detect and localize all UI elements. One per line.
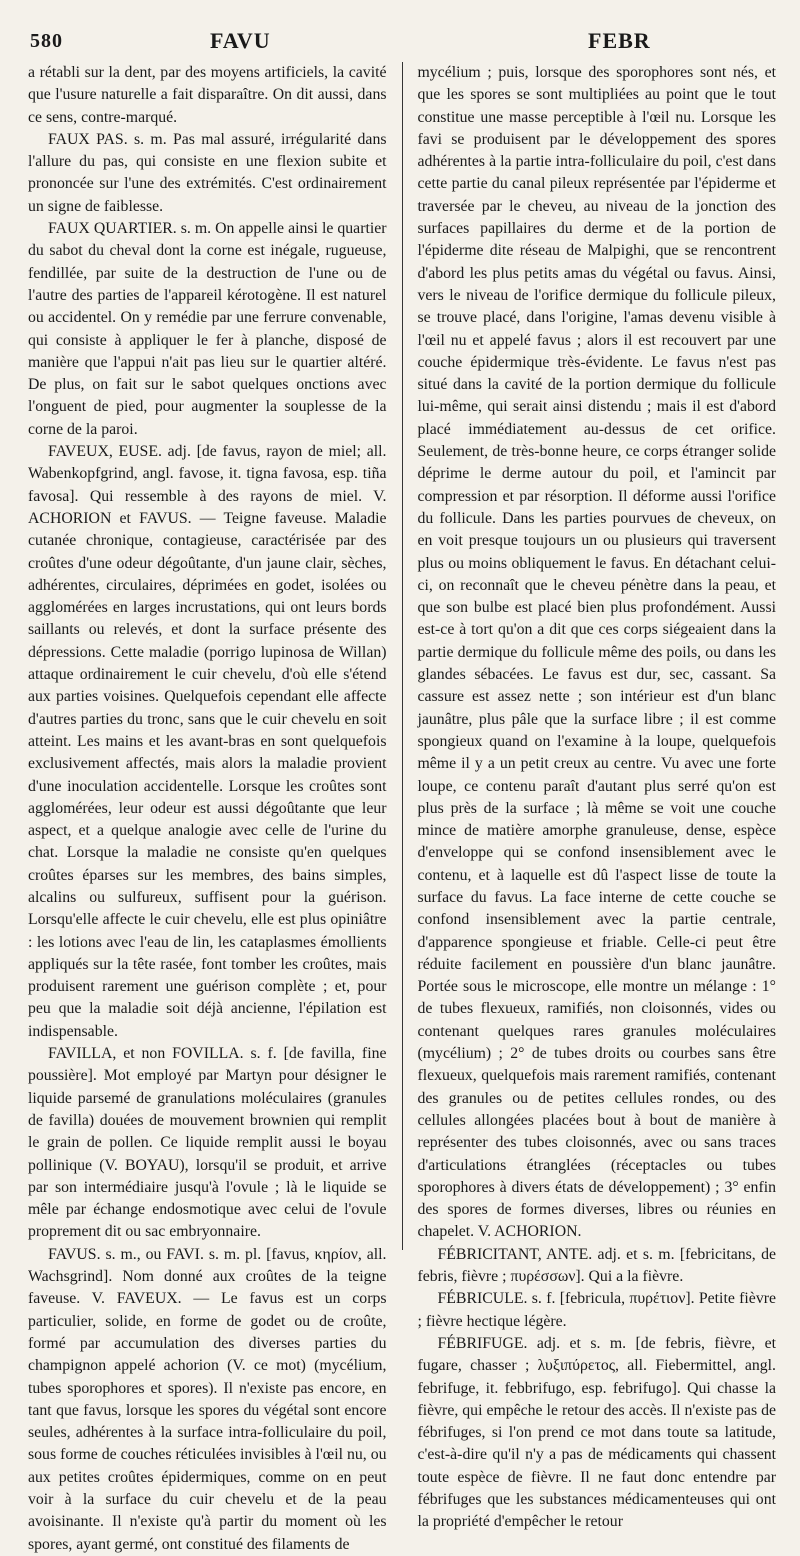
column-divider <box>402 62 403 1250</box>
entry-febrifuge: FÉBRIFUGE. adj. et s. m. [de febris, fièvre, et fugare, chasser ; λυξιπύρετος, all. Fiebermittel, angl. febrifuge, it. febbrifugo, esp. febrifugo]. Qui chasse la fièvre, qui empêche le retour des accès. Il n'existe pas de fébrifuges, si l'on prend ce mot dans toute sa latitude, c'est-à-dire qu'il n'y a pas de médicaments qui chassent toute espèce de fièvre. Il ne faut donc entendre par fébrifuges que les substances médicamenteuses qui ont la propriété d'empêcher le retour <box>417 1334 776 1531</box>
left-column <box>28 62 387 1553</box>
running-head-right: FEBR <box>588 28 651 53</box>
entry-favus-continuation: mycélium ; puis, lorsque des sporophores sont nés, et que les spores se sont multipliées au point que le tout constitue une masse perceptible à l'œil nu. Lorsque les favi se produisent par le développement des spores adhérentes à la partie intra-folliculaire du poil, c'est dans cette partie du canal pileux représentée par l'épiderme et traversée par le cheveu, au niveau de la jonction des surfaces papillaires du derme et de la portion de l'épiderme dite réseau de Malpighi, que se rencontrent d'abord les plus petits amas du végétal ou favus. Ainsi, vers le niveau de l'orifice dermique du follicule pileux, se trouve placé, dans l'origine, l'amas devenu visible à l'œil nu et appelé favus ; alors il est recouvert par une couche épidermique très-évidente. Le favus n'est pas situé dans la cavité de la portion dermique du follicule lui-même, qui serait ainsi distendu ; mais il est d'abord placé immédiatement au-dessus de cet orifice. Seulement, de très-bonne heure, ce corps étranger solide déprime le derme autour du poil, et l'amincit par compression et par résorption. Il déforme aussi l'orifice du follicule. Dans les parties pourvues de cheveux, on en voit presque toujours un ou plusieurs qui traversent plus ou moins obliquement le favus. En détachant celui-ci, on reconnaît que le cheveu pénètre dans la peau, et que son bulbe est placé bien plus profondément. Aussi est-ce à tort qu'on a dit que ces corps siégeaient dans la partie dermique du follicule même des poils, ou dans les glandes sébacées. Le favus est dur, sec, cassant. Sa cassure est assez nette ; son intérieur est d'un blanc jaunâtre, plus pâle que la surface libre ; il est comme spongieux quand on l'examine à la loupe, quelquefois même il y a un petit creux au centre. Vu avec une forte loupe, ce contenu paraît d'autant plus serré qu'on est plus près de la surface ; là même se voit une couche mince de matière amorphe granuleuse, dense, espèce d'enveloppe qui se confond insensiblement avec le contenu, et à laquelle est dû l'aspect lisse de toute la surface du favus. La face interne de cette couche se confond insensiblement avec la partie centrale, d'apparence spongieuse et friable. Celle-ci peut être réduite facilement en poussière d'un blanc jaunâtre. Portée sous le microscope, elle montre un mélange : 1° de tubes flexueux, ramifiés, non cloisonnés, vides ou contenant quelques rares granules moléculaires (mycélium) ; 2° de tubes droits ou courbes sans être flexueux, quelquefois mais rarement ramifiés, contenant des granules ou de petites cellules rondes, ou des cellules allongées placées bout à bout de manière à représenter des tubes cloisonnés, avec ou sans traces d'articulations étranglées (réceptacles ou tubes sporophores à divers états de développement) ; 3° enfin des spores de formes diverses, libres ou réunies en chapelet. V. ACHORION. <box>417 64 776 1241</box>
page-number: 580 <box>30 30 63 52</box>
entry-febricule: FÉBRICULE. s. f. [febricula, πυρέτιον]. Petite fièvre ; fièvre hectique légère. <box>417 1290 776 1330</box>
entry-febricitant: FÉBRICITANT, ANTE. adj. et s. m. [febricitans, de febris, fièvre ; πυρέσσων]. Qui a la fièvre. <box>417 1245 776 1286</box>
entry-continuation: a rétabli sur la dent, par des moyens artificiels, la cavité que l'usure naturelle a fait disparaître. On dit aussi, dans ce sens, contre-marqué. <box>28 64 387 126</box>
entry-faux-quartier: FAUX QUARTIER. s. m. On appelle ainsi le quartier du sabot du cheval dont la corne est inégale, rugueuse, fendillée, par suite de la destruction de l'une ou de l'autre des parties de l'appareil kérotogène. Il est naturel ou accidentel. On y remédie par une ferrure convenable, qui consiste à appliquer le fer à planche, disposé de manière que l'appui n'ait pas lieu sur le quartier altéré. De plus, on fait sur le sabot quelques onctions avec l'onguent de pied, pour augmenter la souplesse de la corne de la paroi. <box>28 220 387 438</box>
page-header <box>22 20 778 54</box>
running-head-left: FAVU <box>210 28 271 53</box>
entry-faveux: FAVEUX, EUSE. adj. [de favus, rayon de miel; all. Wabenkopfgrind, angl. favose, it. tigna favosa, esp. tiña favosa]. Qui ressemble à des rayons de miel. V. ACHORION et FAVUS. — Teigne faveuse. Maladie cutanée chronique, contagieuse, caractérisée par des croûtes d'une odeur dégoûtante, d'un jaune clair, sèches, adhérentes, circulaires, déprimées en godet, isolées ou agglomérées en larges incrustations, qui ont leurs bords saillants ou relevés, et dont la surface présente des dépressions. Cette maladie (porrigo lupinosa de Willan) attaque ordinairement le cuir chevelu, d'où elle s'étend aux parties voisines. Quelquefois cependant elle affecte d'autres parties du tronc, sans que le cuir chevelu en soit atteint. Les mains et les avant-bras en sont quelquefois exclusivement affectés, mais alors la maladie provient d'une inoculation accidentelle. Lorsque les croûtes sont agglomérées, leur odeur est aussi dégoûtante que leur aspect, et a quelque analogie avec celle de l'urine du chat. Lorsque la maladie ne consiste qu'en quelques croûtes éparses sur les membres, des bains simples, alcalins ou sulfureux, suffisent pour la guérison. Lorsqu'elle affecte le cuir chevelu, elle est plus opiniâtre : les lotions avec l'eau de lin, les cataplasmes émollients appliqués sur la tête rasée, font tomber les croûtes, mais produisent rarement une guérison complète ; et, pour peu que la maladie soit déjà ancienne, l'épilation est indispensable. <box>28 443 387 1040</box>
entry-favilla: FAVILLA, et non FOVILLA. s. f. [de favilla, fine poussière]. Mot employé par Martyn pour désigner le liquide parsemé de granulations moléculaires (granules de favilla) douées de mouvement brownien qui remplit le grain de pollen. Ce liquide remplit aussi le boyau pollinique (V. BOYAU), lorsqu'il se produit, et arrive par son intermédiaire jusqu'à l'ovule ; là le liquide se mêle par échange endosmotique avec celui de l'ovule proprement dit ou sac embryonnaire. <box>28 1045 387 1241</box>
entry-favus: FAVUS. s. m., ou FAVI. s. m. pl. [favus, κηρίον, all. Wachsgrind]. Nom donné aux croûtes de la teigne faveuse. V. FAVEUX. — Le favus est un corps particulier, solide, en forme de godet ou de croûte, formé par accumulation des diverses parties du champignon appelé achorion (V. ce mot) (mycélium, tubes sporophores et spores). Il n'existe pas encore, en tant que favus, lorsque les spores du végétal sont encore seules, adhérentes à la surface intra-folliculaire du poil, sous forme de couches réticulées invisibles à l'œil nu, ou aux petites croûtes épidermiques, comme on en peut voir à la surface du cuir chevelu et de la peau avoisinante. Il n'existe qu'à partir du moment où les spores, ayant germé, ont constitué des filaments de <box>28 1245 387 1553</box>
text-columns <box>28 62 776 1553</box>
entry-faux-pas: FAUX PAS. s. m. Pas mal assuré, irrégularité dans l'allure du pas, qui consiste en une flexion subite et prononcée sur l'une des extrémités. C'est ordinairement un signe de faiblesse. <box>28 130 387 215</box>
right-column <box>417 62 777 1531</box>
